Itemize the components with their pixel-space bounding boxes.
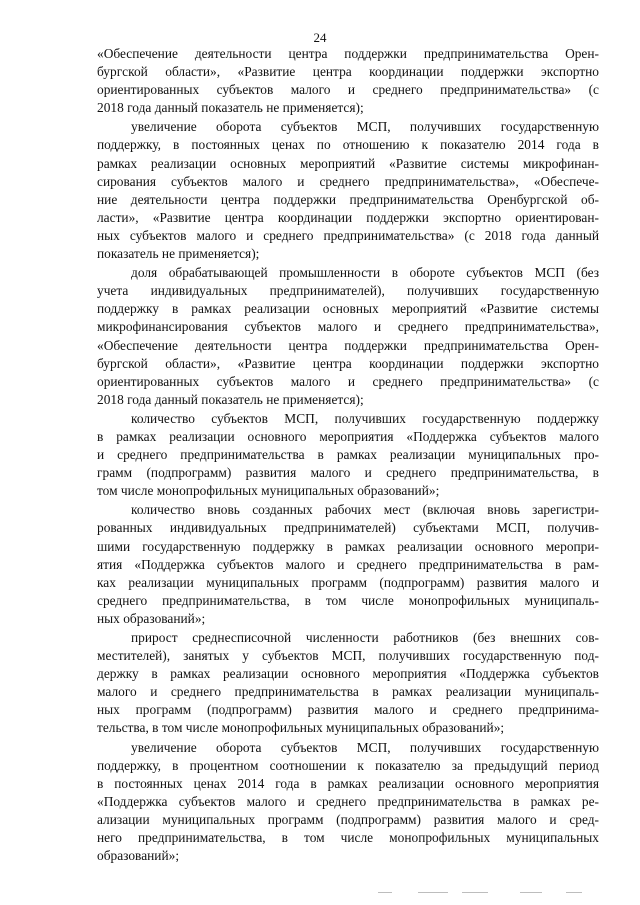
text-line: количество субъектов МСП, получивших государственную поддержку — [131, 410, 599, 426]
text-line: «Обеспечение деятельности центра поддержки предпринимательства Орен- — [97, 337, 599, 353]
text-line: микрофинансирования субъектов малого и среднего предпринимательства», — [97, 319, 599, 335]
text-line: ятия «Поддержка субъектов малого и среднего предпринимательства в рам- — [97, 556, 599, 572]
text-line: ализации муниципальных программ (подпрограмм) развития малого и сред- — [97, 811, 599, 827]
text-line: бургской области», «Развитие центра координации поддержки экспортно — [97, 355, 599, 371]
text-line: 2018 года данный показатель не применяется); — [97, 391, 364, 407]
text-line: доля обрабатывающей промышленности в обороте субъектов МСП (без — [131, 265, 599, 281]
text-line: в рамках реализации основного мероприятия «Поддержка субъектов малого — [97, 428, 599, 444]
text-line: поддержку в рамках реализации основных мероприятий «Развитие системы — [97, 301, 599, 317]
text-line: в постоянных ценах 2014 года в рамках реализации основного мероприятия — [97, 775, 599, 791]
text-line: шими государственную поддержку в рамках реализации основного меропри- — [97, 538, 599, 554]
paragraph — [97, 501, 599, 628]
text-line: «Поддержка субъектов малого и среднего предпринимательства в рамках ре- — [97, 793, 599, 809]
text-line: учета индивидуальных предпринимателей), получивших государственную — [97, 283, 599, 299]
text-line: увеличение оборота субъектов МСП, получивших государственную — [131, 739, 599, 755]
text-line: ориентированных субъектов малого и среднего предпринимательства» (с — [97, 82, 599, 98]
text-line: бургской области», «Развитие центра координации поддержки экспортно — [97, 64, 599, 80]
text-line: поддержку, в процентном соотношении к показателю за предыдущий период — [97, 757, 599, 773]
text-line: ние деятельности центра поддержки предпринимательства Оренбургской об- — [97, 191, 599, 207]
text-line: местителей), занятых у субъектов МСП, получивших государственную под- — [97, 648, 599, 664]
text-line: образований»; — [97, 848, 180, 864]
paragraph — [97, 264, 599, 409]
text-line: увеличение оборота субъектов МСП, получивших государственную — [131, 119, 599, 135]
text-line: и среднего предпринимательства в рамках реализации муниципальных про- — [97, 447, 599, 463]
text-line: прирост среднесписочной численности работников (без внешних сов- — [131, 630, 599, 645]
document-body — [97, 45, 599, 866]
paragraph-gap — [97, 865, 599, 866]
paragraph — [97, 410, 599, 500]
text-line: показатель не применяется); — [97, 246, 260, 262]
text-line: ориентированных субъектов малого и среднего предпринимательства» (с — [97, 373, 599, 389]
text-line: грамм (подпрограмм) развития малого и среднего предпринимательства, в — [97, 465, 599, 481]
paragraph — [97, 45, 599, 117]
text-line: 2018 года данный показатель не применяется); — [97, 100, 364, 116]
paragraph — [97, 118, 599, 263]
text-line: ласти», «Развитие центра координации поддержки экспортно ориентирован- — [97, 209, 599, 225]
text-line: ных образований»; — [97, 610, 206, 626]
text-line: том числе монопрофильных муниципальных образований»; — [97, 483, 440, 499]
page-number: 24 — [313, 30, 327, 45]
text-line: сирования субъектов малого и среднего предпринимательства», «Обеспече- — [97, 173, 599, 189]
text-line: среднего предпринимательства, в том числе монопрофильных муниципаль- — [97, 592, 599, 608]
text-line: малого и среднего предпринимательства в рамках реализации муниципаль- — [97, 684, 599, 700]
text-line: держку в рамках реализации основного мероприятия «Поддержка субъектов — [97, 666, 599, 682]
footer-scan-marks — [370, 888, 600, 896]
text-line: него предпринимательства, в том числе монопрофильных муниципальных — [97, 830, 599, 846]
text-line: рамках реализации основных мероприятий «Развитие системы микрофинан- — [97, 155, 599, 171]
text-line: «Обеспечение деятельности центра поддержки предпринимательства Орен- — [97, 46, 599, 61]
text-line: тельства, в том числе монопрофильных муниципальных образований»; — [97, 720, 505, 736]
text-line: ных субъектов малого и среднего предпринимательства» (с 2018 года данный — [97, 227, 599, 243]
paragraph — [97, 739, 599, 866]
text-line: ках реализации муниципальных программ (подпрограмм) развития малого и — [97, 574, 599, 590]
text-line: рованных индивидуальных предпринимателей) субъектами МСП, получив- — [97, 520, 599, 536]
text-line: ных программ (подпрограмм) развития малого и среднего предпринима- — [97, 702, 599, 718]
text-line: поддержку, в постоянных ценах по отношению к показателю 2014 года в — [97, 137, 599, 153]
paragraph — [97, 629, 599, 738]
text-line: количество вновь созданных рабочих мест (включая вновь зарегистри- — [131, 502, 599, 518]
